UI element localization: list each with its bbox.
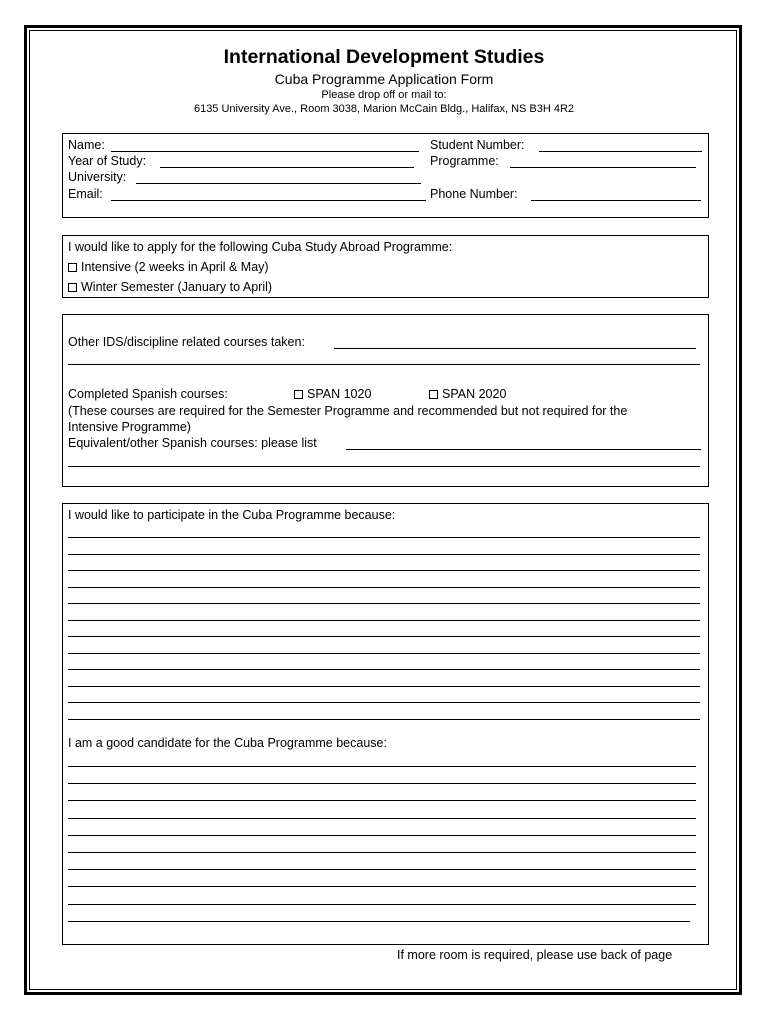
answer-line[interactable] bbox=[68, 686, 700, 687]
answer-line[interactable] bbox=[68, 783, 696, 784]
courses-section bbox=[62, 314, 709, 487]
programme-label: Programme: bbox=[430, 154, 499, 168]
answer-line[interactable] bbox=[68, 537, 700, 538]
phone-number-label: Phone Number: bbox=[430, 187, 518, 201]
back-of-page-note: If more room is required, please use back of page bbox=[397, 948, 673, 962]
answer-line[interactable] bbox=[68, 766, 696, 767]
span-2020-option[interactable] bbox=[429, 387, 506, 401]
email-label: Email: bbox=[68, 187, 103, 201]
answer-line[interactable] bbox=[68, 818, 696, 819]
answer-line[interactable] bbox=[68, 904, 696, 905]
answer-line[interactable] bbox=[68, 570, 700, 571]
course-note-line2: Intensive Programme) bbox=[68, 420, 191, 434]
year-of-study-field[interactable] bbox=[160, 167, 414, 168]
answer-line[interactable] bbox=[68, 835, 696, 836]
name-label: Name: bbox=[68, 138, 105, 152]
completed-spanish-label: Completed Spanish courses: bbox=[68, 387, 228, 401]
other-courses-field[interactable] bbox=[334, 348, 696, 349]
answer-line[interactable] bbox=[68, 719, 700, 720]
equivalent-courses-field-2[interactable] bbox=[68, 466, 700, 467]
other-courses-label: Other IDS/discipline related courses taken: bbox=[68, 335, 305, 349]
answer-line[interactable] bbox=[68, 886, 696, 887]
programme-field[interactable] bbox=[510, 167, 696, 168]
option-intensive[interactable] bbox=[68, 260, 269, 274]
drop-off-text: Please drop off or mail to: bbox=[321, 89, 447, 101]
mailing-address: 6135 University Ave., Room 3038, Marion McCain Bldg., Halifax, NS B3H 4R2 bbox=[193, 103, 575, 115]
answer-line[interactable] bbox=[68, 620, 700, 621]
year-of-study-label: Year of Study: bbox=[68, 154, 147, 168]
winter-semester-label: Winter Semester (January to April) bbox=[81, 280, 273, 294]
equivalent-courses-field[interactable] bbox=[346, 449, 701, 450]
answer-line[interactable] bbox=[68, 852, 696, 853]
other-courses-field-2[interactable] bbox=[68, 364, 700, 365]
student-number-field[interactable] bbox=[539, 151, 702, 152]
answer-line[interactable] bbox=[68, 921, 690, 922]
span-1020-option[interactable] bbox=[294, 387, 371, 401]
option-winter-semester[interactable] bbox=[68, 280, 272, 294]
university-field[interactable] bbox=[136, 183, 421, 184]
answer-line[interactable] bbox=[68, 800, 696, 801]
span-2020-label: SPAN 2020 bbox=[442, 387, 507, 401]
form-subtitle: Cuba Programme Application Form bbox=[274, 71, 494, 87]
intensive-label: Intensive (2 weeks in April & May) bbox=[81, 260, 269, 274]
span-1020-checkbox[interactable] bbox=[294, 390, 303, 399]
personal-info-section bbox=[62, 133, 709, 218]
answer-line[interactable] bbox=[68, 587, 700, 588]
answer-line[interactable] bbox=[68, 702, 700, 703]
participate-question: I would like to participate in the Cuba Programme because: bbox=[68, 508, 396, 522]
university-label: University: bbox=[68, 170, 127, 184]
answer-line[interactable] bbox=[68, 669, 700, 670]
answer-line[interactable] bbox=[68, 869, 696, 870]
course-note-line1: (These courses are required for the Semester Programme and recommended but not required for the bbox=[68, 404, 628, 418]
answer-line[interactable] bbox=[68, 554, 700, 555]
form-title: International Development Studies bbox=[223, 46, 545, 68]
email-field[interactable] bbox=[111, 200, 426, 201]
answer-line[interactable] bbox=[68, 636, 700, 637]
span-1020-label: SPAN 1020 bbox=[307, 387, 372, 401]
student-number-label: Student Number: bbox=[430, 138, 525, 152]
programme-choice-section bbox=[62, 235, 709, 298]
answer-line[interactable] bbox=[68, 653, 700, 654]
phone-number-field[interactable] bbox=[531, 200, 701, 201]
candidate-question: I am a good candidate for the Cuba Programme because: bbox=[68, 736, 387, 750]
programme-choice-prompt: I would like to apply for the following Cuba Study Abroad Programme: bbox=[68, 240, 453, 254]
winter-semester-checkbox[interactable] bbox=[68, 283, 77, 292]
equivalent-courses-label: Equivalent/other Spanish courses: please list bbox=[68, 436, 317, 450]
intensive-checkbox[interactable] bbox=[68, 263, 77, 272]
essay-section bbox=[62, 503, 709, 945]
span-2020-checkbox[interactable] bbox=[429, 390, 438, 399]
name-field[interactable] bbox=[111, 151, 419, 152]
answer-line[interactable] bbox=[68, 603, 700, 604]
